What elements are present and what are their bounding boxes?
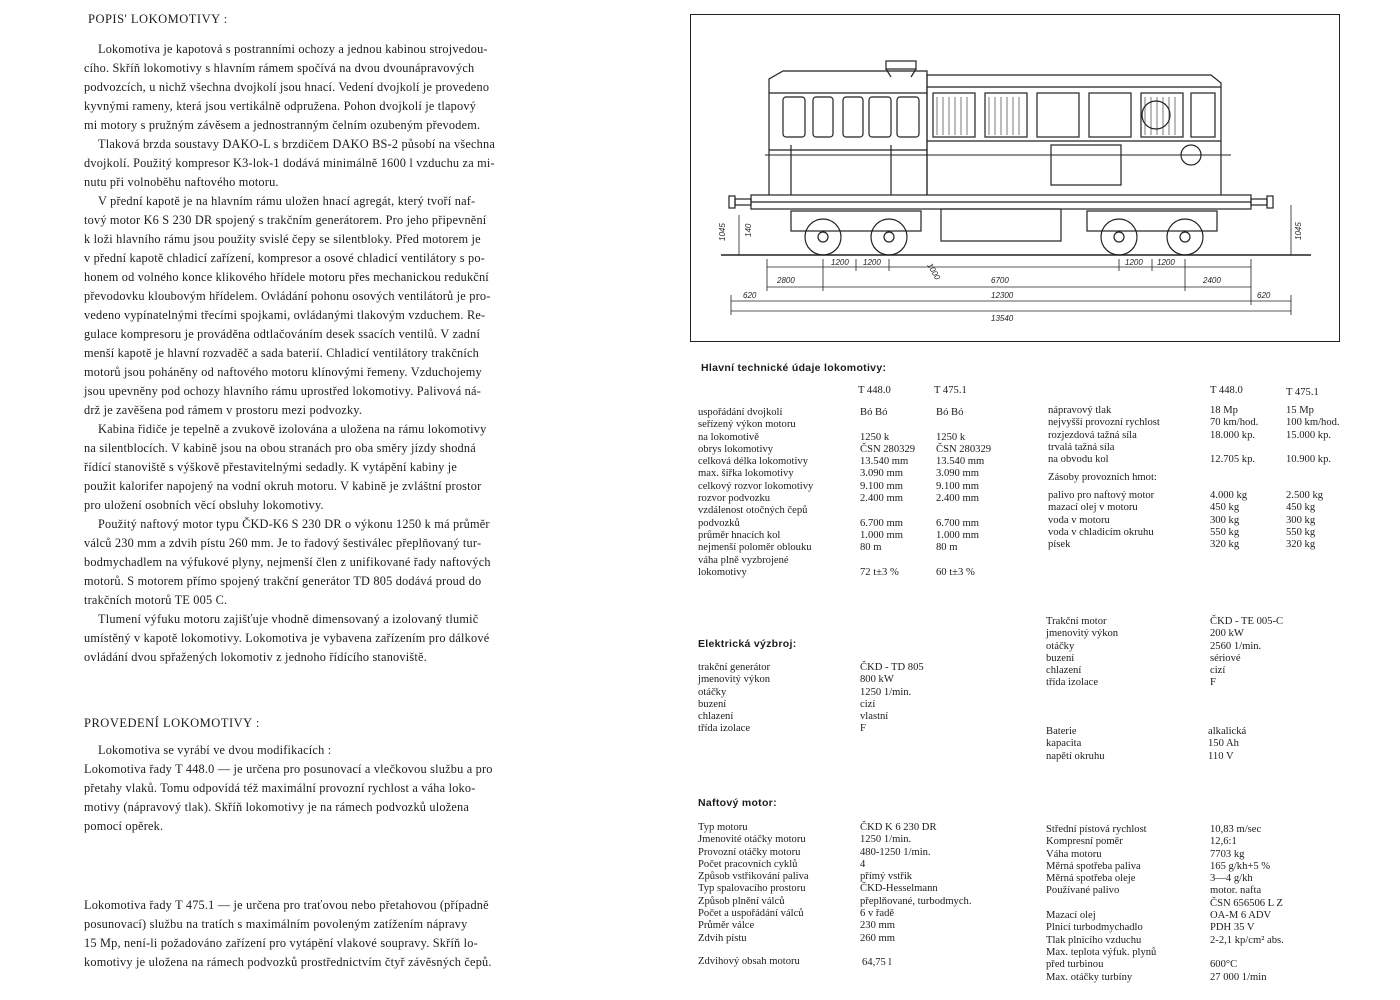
spec-value-t448: 18 Mp: [1210, 405, 1238, 416]
supply-value-t448: 550 kg: [1210, 526, 1240, 538]
traction-motor-label: Trakční motor: [1046, 616, 1107, 627]
battery-label: kapacita: [1046, 738, 1082, 750]
paragraph-line: dvojkolí. Použitý kompresor K3-lok-1 dodává minimálně 1600 l vzduchu za mi-: [84, 156, 495, 170]
supply-label: palivo pro naftový motor: [1048, 490, 1155, 501]
spec-value-t448: [860, 505, 915, 517]
spec-value-t448: 1250 k: [860, 431, 890, 443]
diesel-right-values-column: [1210, 824, 1284, 984]
diesel-label: Mazací olej: [1046, 910, 1096, 922]
electrical-label: otáčky: [698, 686, 727, 698]
paragraph-line: použit kalorifer napojený na vodní okruh motoru. V kabině je zvláštní prostor: [84, 479, 482, 493]
diesel-label: Typ spalovacího prostoru: [698, 883, 806, 895]
diesel-value: přeplňované, turbodmych.: [860, 895, 972, 907]
spec-value-t448: 70 km/hod.: [1210, 417, 1259, 429]
paragraph-line: komotivy je uložena na rámech podvozků prostřednictvím čtyř závěsných čepů.: [84, 955, 492, 969]
dimension-label-1045: 1045: [1294, 222, 1303, 240]
spec-value-t448: Bó Bó: [860, 407, 888, 418]
supply-value-t448: 450 kg: [1210, 502, 1240, 514]
diesel-value: [1210, 947, 1284, 959]
spec-label: seřízený výkon motoru: [698, 419, 796, 431]
paragraph-line: motorů jsou poháněny od naftového motoru klínovými řemeny. Vzduchojemy: [84, 365, 482, 379]
spec-value-t475: 100 km/hod.: [1286, 417, 1340, 429]
spec-value-t475: [936, 505, 991, 517]
paragraph-line: řídící stanoviště s výškově přestavitelnými sedadly. K vytápění kabiny je: [84, 460, 458, 474]
traction-motor-values-column: [1210, 616, 1283, 690]
diesel-label: Počet pracovních cyklů: [698, 858, 798, 870]
diesel-label: Střední pístová rychlost: [1046, 824, 1147, 835]
description-paragraph: [84, 40, 495, 667]
electrical-label: jmenovitý výkon: [698, 674, 771, 686]
diesel-value: ČSN 656506 L Z: [1210, 897, 1283, 909]
technical-t475-column: [936, 407, 991, 579]
spec-value-t475: 2.400 mm: [936, 493, 979, 505]
paragraph-line: motorů. S motorem přímo spojený trakční generátor TD 805 dodává proud do: [84, 574, 482, 588]
spec-label: max. šířka lokomotivy: [698, 468, 794, 480]
supply-value-t475: 450 kg: [1286, 502, 1316, 514]
traction-motor-labels-column: [1046, 616, 1118, 690]
technical-right-t475-column: [1286, 405, 1340, 466]
spec-value-t448: 13.540 mm: [860, 456, 909, 468]
wheel-shape: [871, 219, 907, 255]
traction-motor-value: 200 kW: [1210, 628, 1244, 640]
paragraph-line: 15 Mp, není-li požadováno zařízení pro vytápění vlakové soupravy. Skříň lo-: [84, 936, 478, 950]
spec-value-t448: 6.700 mm: [860, 517, 903, 529]
supply-value-t475: 550 kg: [1286, 526, 1316, 538]
diesel-value: motor. nafta: [1210, 885, 1262, 897]
spec-value-t448: 1.000 mm: [860, 529, 903, 541]
paragraph-line: V přední kapotě je na hlavním rámu uložen hnací agregát, který tvoří naf-: [98, 194, 476, 208]
column-head-t475: T 475.1: [934, 385, 967, 396]
diesel-label: Počet a uspořádání válců: [698, 908, 804, 920]
column-head-t448-right: T 448.0: [1210, 385, 1243, 396]
diesel-value: 12,6:1: [1210, 836, 1237, 848]
spec-value-t448: ČSN 280329: [860, 443, 916, 455]
spec-value-t475: 15 Mp: [1286, 405, 1314, 416]
diesel-label: Typ motoru: [698, 822, 748, 833]
spec-label: trvalá tažná síla: [1048, 441, 1115, 453]
paragraph-line: ovládání dvou spřažených lokomotiv z jednoho řídícího stanoviště.: [84, 650, 427, 664]
diesel-label: před turbinou: [1046, 959, 1104, 971]
spec-value-t475: [936, 555, 991, 567]
spec-label: celkový rozvor lokomotivy: [698, 480, 814, 492]
displacement-label: Zdvihový obsah motoru: [698, 956, 800, 967]
paragraph-line: kyvnými rameny, která jsou vertikálně odpružena. Pohon dvojkolí je tlapový: [84, 99, 477, 113]
diesel-label: Měrná spotřeba paliva: [1046, 860, 1141, 872]
diesel-label: Max. otáčky turbíny: [1046, 971, 1133, 983]
dimension-label-6700: 6700: [991, 276, 1009, 285]
spec-value-t448: 9.100 mm: [860, 480, 903, 492]
technical-t448-column: [860, 407, 915, 579]
spec-label: podvozků: [698, 517, 740, 529]
electrical-value: 1250 1/min.: [860, 686, 912, 698]
diesel-label: Váha motoru: [1046, 848, 1102, 860]
electrical-value: F: [860, 723, 866, 735]
diesel-value: ČKD K 6 230 DR: [860, 822, 937, 833]
dimension-label-2800: 2800: [777, 276, 795, 285]
traction-motor-value: F: [1210, 677, 1216, 689]
technical-data-title: Hlavní technické údaje lokomotivy:: [701, 362, 887, 374]
technical-labels-column: [698, 407, 813, 579]
diesel-value: OA-M 6 ADV: [1210, 910, 1272, 922]
spec-label: celková délka lokomotivy: [698, 456, 809, 468]
technical-right-t448-column: [1210, 405, 1258, 466]
paragraph-line: gulace kompresoru je prováděna odtlačováním desek ssacích ventilů. V zadní: [84, 327, 481, 341]
diesel-label: Provozní otáčky motoru: [698, 846, 801, 858]
paragraph-line: cího. Skříň lokomotivy s hlavním rámem spočívá na dvou dvounápravových: [84, 61, 475, 75]
roof-stack-shape: [886, 61, 916, 69]
spec-label: nápravový tlak: [1048, 405, 1112, 416]
column-head-t448: T 448.0: [858, 385, 891, 396]
battery-label: Baterie: [1046, 726, 1077, 737]
battery-labels-column: [1046, 726, 1105, 763]
spec-value-t475: 80 m: [936, 542, 958, 554]
paragraph-line: drž je zavěšena pod rámem v prostoru mezi podvozky.: [84, 403, 363, 417]
diesel-value: 7703 kg: [1210, 848, 1245, 860]
diesel-values-column: [860, 822, 972, 945]
spec-label: na lokomotivě: [698, 431, 759, 443]
dimension-label-1200: 1200: [863, 258, 881, 267]
dimension-label-1200: 1200: [1125, 258, 1143, 267]
spec-label: uspořádání dvojkolí: [698, 407, 783, 418]
diesel-value: 10,83 m/sec: [1210, 824, 1262, 835]
fuel-tank-shape: [941, 209, 1061, 241]
diesel-value: 2-2,1 kp/cm² abs.: [1210, 934, 1284, 946]
paragraph-line: Lokomotiva je kapotová s postranními ochozy a jednou kabinou strojvedou-: [98, 42, 488, 56]
supply-value-t475: 320 kg: [1286, 539, 1316, 551]
dimension-label-13540: 13540: [991, 314, 1014, 323]
spec-value-t448: [860, 555, 915, 567]
diesel-label: Kompresní poměr: [1046, 836, 1123, 848]
electrical-title: Elektrická výzbroj:: [698, 638, 797, 650]
paragraph-line: vedeno vypínatelnými třecími spojkami, ovládanými tlakovým vzduchem. Re-: [84, 308, 486, 322]
paragraph-line: Kabina řidiče je tepelně a zvukově izolována a uložena na rámu lokomotivy: [98, 422, 487, 436]
spec-value-t475: [1286, 442, 1340, 454]
column-head-t475-right: T 475.1: [1286, 387, 1319, 398]
diesel-label: Tlak plnicího vzduchu: [1046, 934, 1142, 946]
spec-value-t475: 1250 k: [936, 431, 966, 443]
paragraph-line: pro uložení osobních věcí obsluhy lokomotivy.: [84, 498, 324, 512]
paragraph-line: menší kapotě je hlavní rozvaděč a sada baterií. Chladicí ventilátory trakčních: [84, 346, 479, 360]
diesel-value: 165 g/kh+5 %: [1210, 860, 1271, 872]
diesel-value: 230 mm: [860, 920, 896, 932]
traction-motor-label: třída izolace: [1046, 677, 1099, 689]
dimension-label-1000: 1000: [925, 261, 942, 282]
spec-label: nejmenší poloměr oblouku: [698, 542, 812, 554]
paragraph-line: mi motory s pružným závěsem a jednostranným čelním ozubeným převodem.: [84, 118, 481, 132]
paragraph-line: Tlumení výfuku motoru zajišťuje vhodně dimensovaný a izolovaný tlumič: [98, 612, 479, 626]
spec-value-t448: 12.705 kp.: [1210, 454, 1256, 466]
supply-value-t448: 4.000 kg: [1210, 490, 1248, 501]
spec-value-t448: 80 m: [860, 542, 882, 554]
supply-label: písek: [1048, 539, 1071, 551]
diesel-value: ČKD-Hesselmann: [860, 883, 938, 895]
diesel-value: 600°C: [1210, 959, 1238, 971]
dimension-label-620: 620: [743, 291, 757, 300]
supplies-t448-column: [1210, 490, 1247, 551]
diesel-label: Max. teplota výfuk. plynů: [1046, 946, 1157, 958]
diesel-label: Průměr válce: [698, 920, 755, 932]
spec-value-t475: 6.700 mm: [936, 517, 979, 529]
cab-outline-shape: [769, 71, 927, 195]
spec-value-t448: 18.000 kp.: [1210, 429, 1256, 441]
diesel-label: Způsob plnění válců: [698, 895, 785, 907]
paragraph-line: motivy (nápravový tlak). Skříň lokomotivy je na rámech podvozků uložena: [84, 800, 470, 814]
paragraph-line: honem od volného konce klikového hřídele motoru přes mechanickou redukční: [84, 270, 489, 284]
spec-label: nejvyšší provozní rychlost: [1048, 417, 1160, 429]
electrical-label: chlazení: [698, 711, 734, 723]
traction-motor-value: cizí: [1210, 665, 1226, 677]
paragraph-line: přetahy vlaků. Tomu odpovídá též maximální provozní rychlost a váha loko-: [84, 781, 476, 795]
variants-paragraph: [84, 741, 493, 836]
supply-label: mazací olej v motoru: [1048, 502, 1138, 514]
dimension-label-1045: 1045: [718, 223, 727, 241]
electrical-value: 800 kW: [860, 674, 894, 686]
supply-label: voda v chladicím okruhu: [1048, 526, 1154, 538]
spec-value-t448: [1210, 442, 1258, 454]
diesel-value: přímý vstřik: [860, 871, 913, 883]
paragraph-line: Tlaková brzda soustavy DAKO-L s brzdičem DAKO BS-2 působí na všechna: [98, 137, 495, 151]
spec-value-t448: 2.400 mm: [860, 493, 903, 505]
spec-label: váha plně vyzbrojené: [698, 554, 789, 566]
bogie-right-shape: [1087, 211, 1217, 231]
electrical-value: vlastní: [860, 711, 889, 723]
paragraph-line: Lokomotiva se vyrábí ve dvou modifikacích :: [98, 743, 332, 757]
spec-label: obrys lokomotivy: [698, 443, 774, 455]
supplies-labels-column: [1048, 490, 1154, 551]
paragraph-line: bodmychadlem na výfukové plyny, nejmenší člen z unifikované řady naftových: [84, 555, 491, 569]
supplies-t475-column: [1286, 490, 1323, 551]
diesel-right-labels-column: [1046, 824, 1156, 984]
dimension-label-620: 620: [1257, 291, 1271, 300]
diesel-value: 3—4 g/kh: [1210, 873, 1253, 885]
diesel-value: 4: [860, 858, 866, 870]
supply-label: voda v motoru: [1048, 514, 1110, 526]
technical-right-labels-column: [1048, 405, 1160, 466]
electrical-value: ČKD - TD 805: [860, 662, 924, 673]
supply-value-t475: 300 kg: [1286, 514, 1316, 526]
spec-value-t475: 13.540 mm: [936, 456, 985, 468]
t475-paragraph: [84, 896, 492, 972]
paragraph-line: jsou upevněny pod ochozy hlavního rámu uprostřed lokomotivy. Palivová ná-: [84, 384, 481, 398]
spec-label: lokomotivy: [698, 566, 747, 578]
paragraph-line: na silentblocích. V kabině jsou na obou stranách pro oba směry jízdy shodná: [84, 441, 476, 455]
traction-motor-label: jmenovitý výkon: [1046, 628, 1119, 640]
traction-motor-label: chlazení: [1046, 665, 1082, 677]
electrical-label: třída izolace: [698, 723, 751, 735]
section-title-variants: PROVEDENÍ LOKOMOTIVY :: [84, 716, 260, 730]
spec-value-t448: 72 t±3 %: [860, 566, 899, 578]
wheel-shape: [1167, 219, 1203, 255]
dimension-label-2400: 2400: [1203, 276, 1221, 285]
electrical-labels-column: [698, 662, 770, 736]
paragraph-line: trakčních motorů TE 005 C.: [84, 593, 228, 607]
supply-value-t475: 2.500 kg: [1286, 490, 1324, 501]
dimension-label-140: 140: [744, 223, 753, 237]
traction-motor-value: sériové: [1210, 652, 1241, 664]
paragraph-line: v přední kapotě chladicí zařízení, kompresor a osové chladicí ventilátory s po-: [84, 251, 485, 265]
electrical-values-column: [860, 662, 924, 736]
diesel-value: 480-1250 1/min.: [860, 846, 931, 858]
paragraph-line: k loži hlavního rámu jsou použity svislé čepy se silentbloky. Před motorem je: [84, 232, 481, 246]
paragraph-line: válců 230 mm a zdvih pístu 260 mm. Je to řadový šestiválec přeplňovaný tur-: [84, 536, 482, 550]
paragraph-line: Lokomotiva řady T 475.1 — je určena pro traťovou nebo přetahovou (případně: [84, 898, 489, 912]
paragraph-line: nutu při volnoběhu naftového motoru.: [84, 175, 279, 189]
spec-label: vzdálenost otočných čepů: [698, 505, 808, 517]
diesel-label: Měrná spotřeba oleje: [1046, 873, 1136, 885]
spec-value-t475: Bó Bó: [936, 407, 964, 418]
battery-value: 150 Ah: [1208, 738, 1239, 750]
diesel-value: 1250 1/min.: [860, 834, 912, 846]
electrical-label: buzení: [698, 698, 727, 710]
locomotive-side-view-drawing: [691, 15, 1338, 340]
supplies-title: Zásoby provozních hmot:: [1048, 472, 1157, 483]
paragraph-line: posunovací) službu na tratích s maximálním povoleným zatížením nápravy: [84, 917, 468, 931]
wheel-shape: [1101, 219, 1137, 255]
traction-motor-value: ČKD - TE 005-C: [1210, 616, 1284, 627]
diesel-label: Zdvih pístu: [698, 932, 747, 944]
diesel-label: Způsob vstřikování paliva: [698, 871, 809, 883]
spec-value-t448: 3.090 mm: [860, 468, 903, 480]
diesel-label: Plnicí turbodmychadlo: [1046, 922, 1143, 934]
diesel-label: Používané palivo: [1046, 885, 1120, 897]
spec-value-t475: 15.000 kp.: [1286, 429, 1332, 441]
battery-value: alkalická: [1208, 726, 1247, 737]
battery-values-column: [1208, 726, 1246, 763]
spec-value-t475: 9.100 mm: [936, 480, 979, 492]
section-title-description: POPIS' LOKOMOTIVY :: [88, 12, 228, 26]
paragraph-line: Použitý naftový motor typu ČKD-K6 S 230 DR o výkonu 1250 k má průměr: [98, 517, 490, 531]
diesel-labels-column: [698, 822, 809, 945]
traction-motor-label: buzení: [1046, 652, 1075, 664]
displacement-value: 64,75 l: [862, 957, 892, 968]
diesel-value: 27 000 1/min: [1210, 971, 1267, 983]
battery-value: 110 V: [1208, 750, 1234, 762]
supply-value-t448: 320 kg: [1210, 539, 1240, 551]
paragraph-line: umístěný v kapotě lokomotivy. Lokomotiva je vybavena zařízením pro dálkové: [84, 631, 490, 645]
locomotive-drawing-frame: [690, 14, 1340, 342]
paragraph-line: převodovku kloubovým hřídelem. Ovládání pohonu osových ventilátorů je pro-: [84, 289, 491, 303]
spec-value-t475: [936, 419, 991, 431]
traction-motor-label: otáčky: [1046, 640, 1075, 652]
paragraph-line: tový motor K6 S 230 DR spojený s trakčním generátorem. Pro jeho připevnění: [84, 213, 487, 227]
diesel-value: 6 v řadě: [860, 908, 895, 920]
traction-motor-value: 2560 1/min.: [1210, 640, 1262, 652]
spec-value-t448: [860, 419, 915, 431]
spec-value-t475: 10.900 kp.: [1286, 454, 1332, 466]
spec-label: rozvor podvozku: [698, 493, 771, 505]
bogie-left-shape: [791, 211, 921, 231]
dimension-label-1200: 1200: [831, 258, 849, 267]
battery-label: napětí okruhu: [1046, 750, 1105, 762]
dimension-label-12300: 12300: [991, 291, 1014, 300]
spec-value-t475: ČSN 280329: [936, 443, 992, 455]
dimension-label-1200: 1200: [1157, 258, 1175, 267]
electrical-value: cizí: [860, 698, 876, 710]
diesel-label: Jmenovité otáčky motoru: [698, 834, 806, 846]
spec-value-t475: 1.000 mm: [936, 529, 979, 541]
paragraph-line: pomocí opěrek.: [84, 819, 164, 833]
supply-value-t448: 300 kg: [1210, 514, 1240, 526]
paragraph-line: Lokomotiva řady T 448.0 — je určena pro posunovací a vlečkovou službu a pro: [84, 762, 493, 776]
diesel-label: [1046, 898, 1156, 910]
wheel-shape: [805, 219, 841, 255]
electrical-label: trakční generátor: [698, 662, 771, 673]
spec-label: rozjezdová tažná síla: [1048, 429, 1137, 441]
diesel-title: Naftový motor:: [698, 797, 777, 809]
diesel-value: PDH 35 V: [1210, 922, 1255, 934]
spec-label: na obvodu kol: [1048, 454, 1109, 466]
diesel-value: 260 mm: [860, 932, 896, 944]
spec-value-t475: 3.090 mm: [936, 468, 979, 480]
spec-value-t475: 60 t±3 %: [936, 566, 975, 578]
spec-label: průměr hnacích kol: [698, 529, 781, 541]
paragraph-line: podvozcích, u nichž všechna dvojkolí jsou hnací. Vedení dvojkolí je provedeno: [84, 80, 490, 94]
